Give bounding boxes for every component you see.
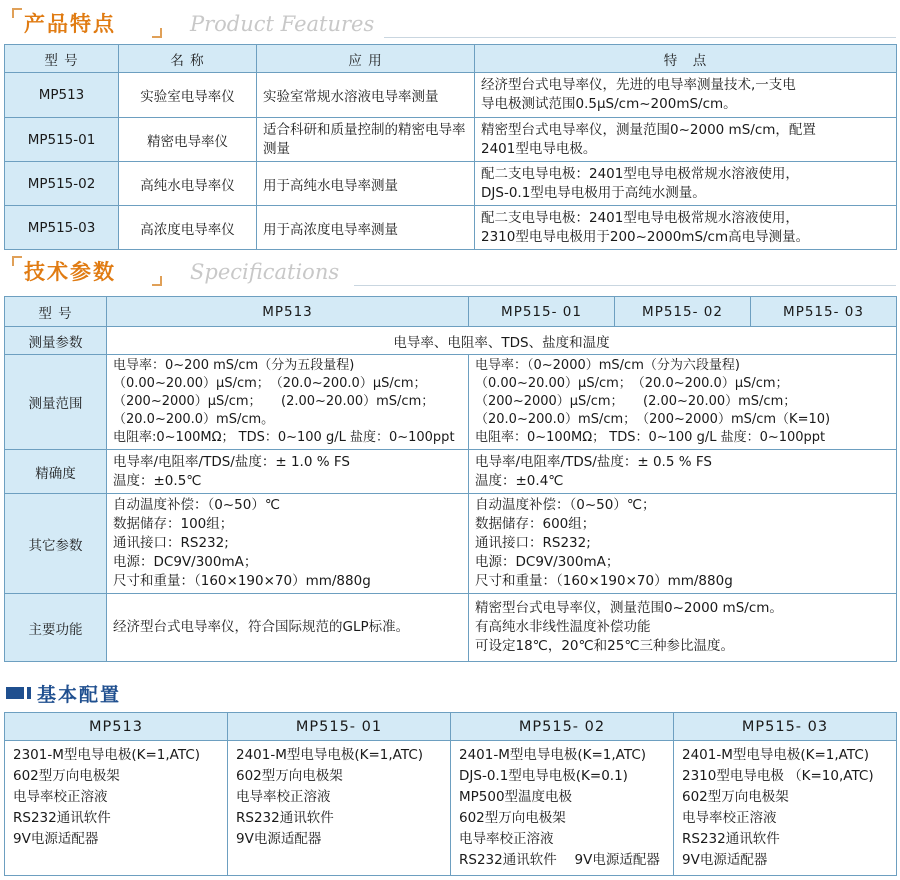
range-right (469, 355, 897, 450)
accuracy-right (469, 450, 897, 494)
title-bar-icon (27, 687, 31, 699)
divider (354, 285, 896, 286)
config-col-mp515-02: MP515- 02 (451, 713, 674, 741)
table-row (5, 355, 897, 450)
text-line: 电导率/电阻率/TDS/盐度：± 1.0 % FS (113, 453, 350, 470)
config-section-header (6, 680, 121, 706)
app-cell: 适合科研和质量控制的精密电导率测量 (257, 118, 475, 162)
list-item: RS232通讯软件 (682, 831, 780, 847)
text-line: （200~2000）μS/cm； (2.00~20.00）mS/cm； (113, 394, 435, 409)
list-item: 2401-M型电导电极(K=1,ATC) (682, 747, 870, 763)
text-line: 电源：DC9V/300mA； (475, 554, 620, 570)
corner-ornament (12, 256, 22, 266)
text-line: 尺寸和重量：（160×190×70）mm/880g (113, 573, 371, 589)
features-table (4, 44, 897, 250)
row-label: 测量范围 (5, 355, 107, 450)
specs-table (4, 296, 897, 662)
corner-ornament (152, 276, 162, 286)
list-item: 2401-M型电导电极(K=1,ATC) (459, 747, 647, 763)
row-label: 主要功能 (5, 594, 107, 662)
config-items-mp513 (5, 741, 228, 876)
specs-title-box (12, 256, 162, 286)
feature-cell (475, 206, 897, 250)
list-item: 2310型电导电极 （K=10,ATC) (682, 768, 874, 784)
text-line: 通讯接口：RS232; (113, 535, 229, 551)
text-line: 自动温度补偿：（0~50）℃ (113, 497, 280, 513)
feature-line: 2401型电导电极。 (481, 140, 597, 157)
table-row (5, 450, 897, 494)
list-item: 9V电源适配器 (682, 852, 768, 868)
specs-col-mp515-02: MP515- 02 (615, 297, 751, 327)
table-row (5, 741, 897, 876)
text-line: 电阻率:0~100MΩ； TDS：0~100 g/L 盐度：0~100ppt (113, 430, 455, 445)
row-label: 其它参数 (5, 494, 107, 594)
features-col-app: 应 用 (257, 45, 475, 73)
corner-ornament (12, 8, 22, 18)
text-line: 温度：±0.5℃ (113, 472, 202, 489)
text-line: 数据储存：600组； (475, 516, 596, 532)
text-line: 电源：DC9V/300mA； (113, 554, 258, 570)
table-row (5, 494, 897, 594)
other-right (469, 494, 897, 594)
specs-col-mp515-03: MP515- 03 (751, 297, 897, 327)
list-item: 602型万向电极架 (13, 768, 120, 784)
text-line: 有高纯水非线性温度补偿功能 (475, 619, 651, 635)
feature-cell (475, 162, 897, 206)
config-items-mp515-02 (451, 741, 674, 876)
list-item: 电导率校正溶液 (13, 789, 108, 805)
name-cell: 实验室电导率仪 (119, 73, 257, 118)
features-title-en: Product Features (190, 12, 375, 36)
list-item: RS232通讯软件 9V电源适配器 (459, 852, 660, 868)
functions-right (469, 594, 897, 662)
specs-title-cn: 技术参数 (24, 260, 116, 284)
model-cell: MP513 (5, 73, 119, 118)
text-line: 精密型台式电导率仪，测量范围0~2000 mS/cm。 (475, 600, 783, 616)
text-line: （20.0~200.0）mS/cm； （200~2000）mS/cm（K=10) (475, 412, 831, 427)
feature-line: 精密型台式电导率仪，测量范围0~2000 mS/cm，配置 (481, 121, 816, 138)
list-item: 电导率校正溶液 (459, 831, 554, 847)
list-item: RS232通讯软件 (13, 810, 111, 826)
features-col-model: 型 号 (5, 45, 119, 73)
other-left (107, 494, 469, 594)
list-item: MP500型温度电极 (459, 789, 573, 805)
feature-line: 导电极测试范围0.5μS/cm~200mS/cm。 (481, 96, 737, 112)
feature-line: 配二支电导电极：2401型电导电极常规水溶液使用， (481, 165, 799, 182)
functions-left (107, 594, 469, 662)
specs-section-header (4, 254, 896, 290)
config-col-mp515-01: MP515- 01 (228, 713, 451, 741)
list-item: 电导率校正溶液 (682, 810, 777, 826)
config-table (4, 712, 897, 876)
feature-line: 配二支电导电极：2401型电导电极常规水溶液使用， (481, 209, 799, 226)
feature-cell (475, 118, 897, 162)
features-title-box (12, 8, 162, 38)
app-cell: 用于高浓度电导率测量 (257, 206, 475, 250)
text-line: 尺寸和重量：（160×190×70）mm/880g (475, 573, 733, 589)
specs-title-en: Specifications (190, 260, 340, 284)
text-line: 自动温度补偿：（0~50）℃； (475, 497, 656, 513)
text-line: 温度：±0.4℃ (475, 472, 564, 489)
name-cell: 高浓度电导率仪 (119, 206, 257, 250)
app-cell: 实验室常规水溶液电导率测量 (257, 73, 475, 118)
feature-line: 2310型电导电极用于200~2000mS/cm高电导测量。 (481, 228, 810, 245)
accuracy-left (107, 450, 469, 494)
divider (384, 37, 896, 38)
text-line: 电导率/电阻率/TDS/盐度：± 0.5 % FS (475, 453, 712, 470)
list-item: 602型万向电极架 (459, 810, 566, 826)
corner-ornament (152, 28, 162, 38)
feature-line: 经济型台式电导率仪，先进的电导率测量技术,一支电 (481, 77, 796, 93)
table-row (5, 594, 897, 662)
list-item: 602型万向电极架 (682, 789, 789, 805)
config-title: 基本配置 (37, 683, 122, 706)
list-item: 9V电源适配器 (236, 831, 322, 847)
text-line: 可设定18℃，20℃和25℃三种参比温度。 (475, 638, 735, 654)
specs-col-mp513: MP513 (107, 297, 469, 327)
list-item: 602型万向电极架 (236, 768, 343, 784)
model-cell: MP515-02 (5, 162, 119, 206)
table-row (5, 206, 897, 250)
list-item: 2401-M型电导电极(K=1,ATC) (236, 747, 424, 763)
table-row (5, 327, 897, 355)
text-line: （20.0~200.0）mS/cm。 (113, 412, 275, 427)
config-items-mp515-01 (228, 741, 451, 876)
text-line: （200~2000）μS/cm； (2.00~20.00）mS/cm； (475, 394, 797, 409)
feature-line: DJS-0.1型电导电极用于高纯水测量。 (481, 184, 706, 201)
list-item: 9V电源适配器 (13, 831, 99, 847)
text-line: 通讯接口：RS232; (475, 535, 591, 551)
measure-params-value: 电导率、电阻率、TDS、盐度和温度 (107, 327, 897, 355)
text-line: 电阻率：0~100MΩ； TDS：0~100 g/L 盐度：0~100ppt (475, 430, 826, 445)
text-line: 电导率：0~200 mS/cm（分为五段量程) (113, 358, 355, 373)
name-cell: 高纯水电导率仪 (119, 162, 257, 206)
config-items-mp515-03 (674, 741, 897, 876)
features-section-header (4, 6, 896, 42)
feature-cell (475, 73, 897, 118)
list-item: RS232通讯软件 (236, 810, 334, 826)
app-cell: 用于高纯水电导率测量 (257, 162, 475, 206)
list-item: DJS-0.1型电导电极(K=0.1) (459, 768, 628, 784)
name-cell: 精密电导率仪 (119, 118, 257, 162)
model-cell: MP515-01 (5, 118, 119, 162)
text-line: 电导率：（0~2000）mS/cm（分为六段量程) (475, 358, 740, 373)
range-left (107, 355, 469, 450)
list-item: 2301-M型电导电极(K=1,ATC) (13, 747, 201, 763)
text-line: （0.00~20.00）μS/cm； （20.0~200.0）μS/cm； (113, 376, 427, 391)
specs-col-model: 型 号 (5, 297, 107, 327)
row-label: 测量参数 (5, 327, 107, 355)
text-line: 数据储存：100组； (113, 516, 234, 532)
config-col-mp513: MP513 (5, 713, 228, 741)
config-col-mp515-03: MP515- 03 (674, 713, 897, 741)
list-item: 电导率校正溶液 (236, 789, 331, 805)
row-label: 精确度 (5, 450, 107, 494)
features-col-feature: 特 点 (475, 45, 897, 73)
table-row (5, 118, 897, 162)
title-bar-icon (6, 687, 24, 699)
features-title-cn: 产品特点 (24, 12, 116, 36)
text-line: （0.00~20.00）μS/cm； （20.0~200.0）μS/cm； (475, 376, 789, 391)
text-line: 经济型台式电导率仪，符合国际规范的GLP标准。 (113, 619, 410, 635)
table-row (5, 162, 897, 206)
specs-col-mp515-01: MP515- 01 (469, 297, 615, 327)
model-cell: MP515-03 (5, 206, 119, 250)
features-col-name: 名 称 (119, 45, 257, 73)
table-row (5, 73, 897, 118)
